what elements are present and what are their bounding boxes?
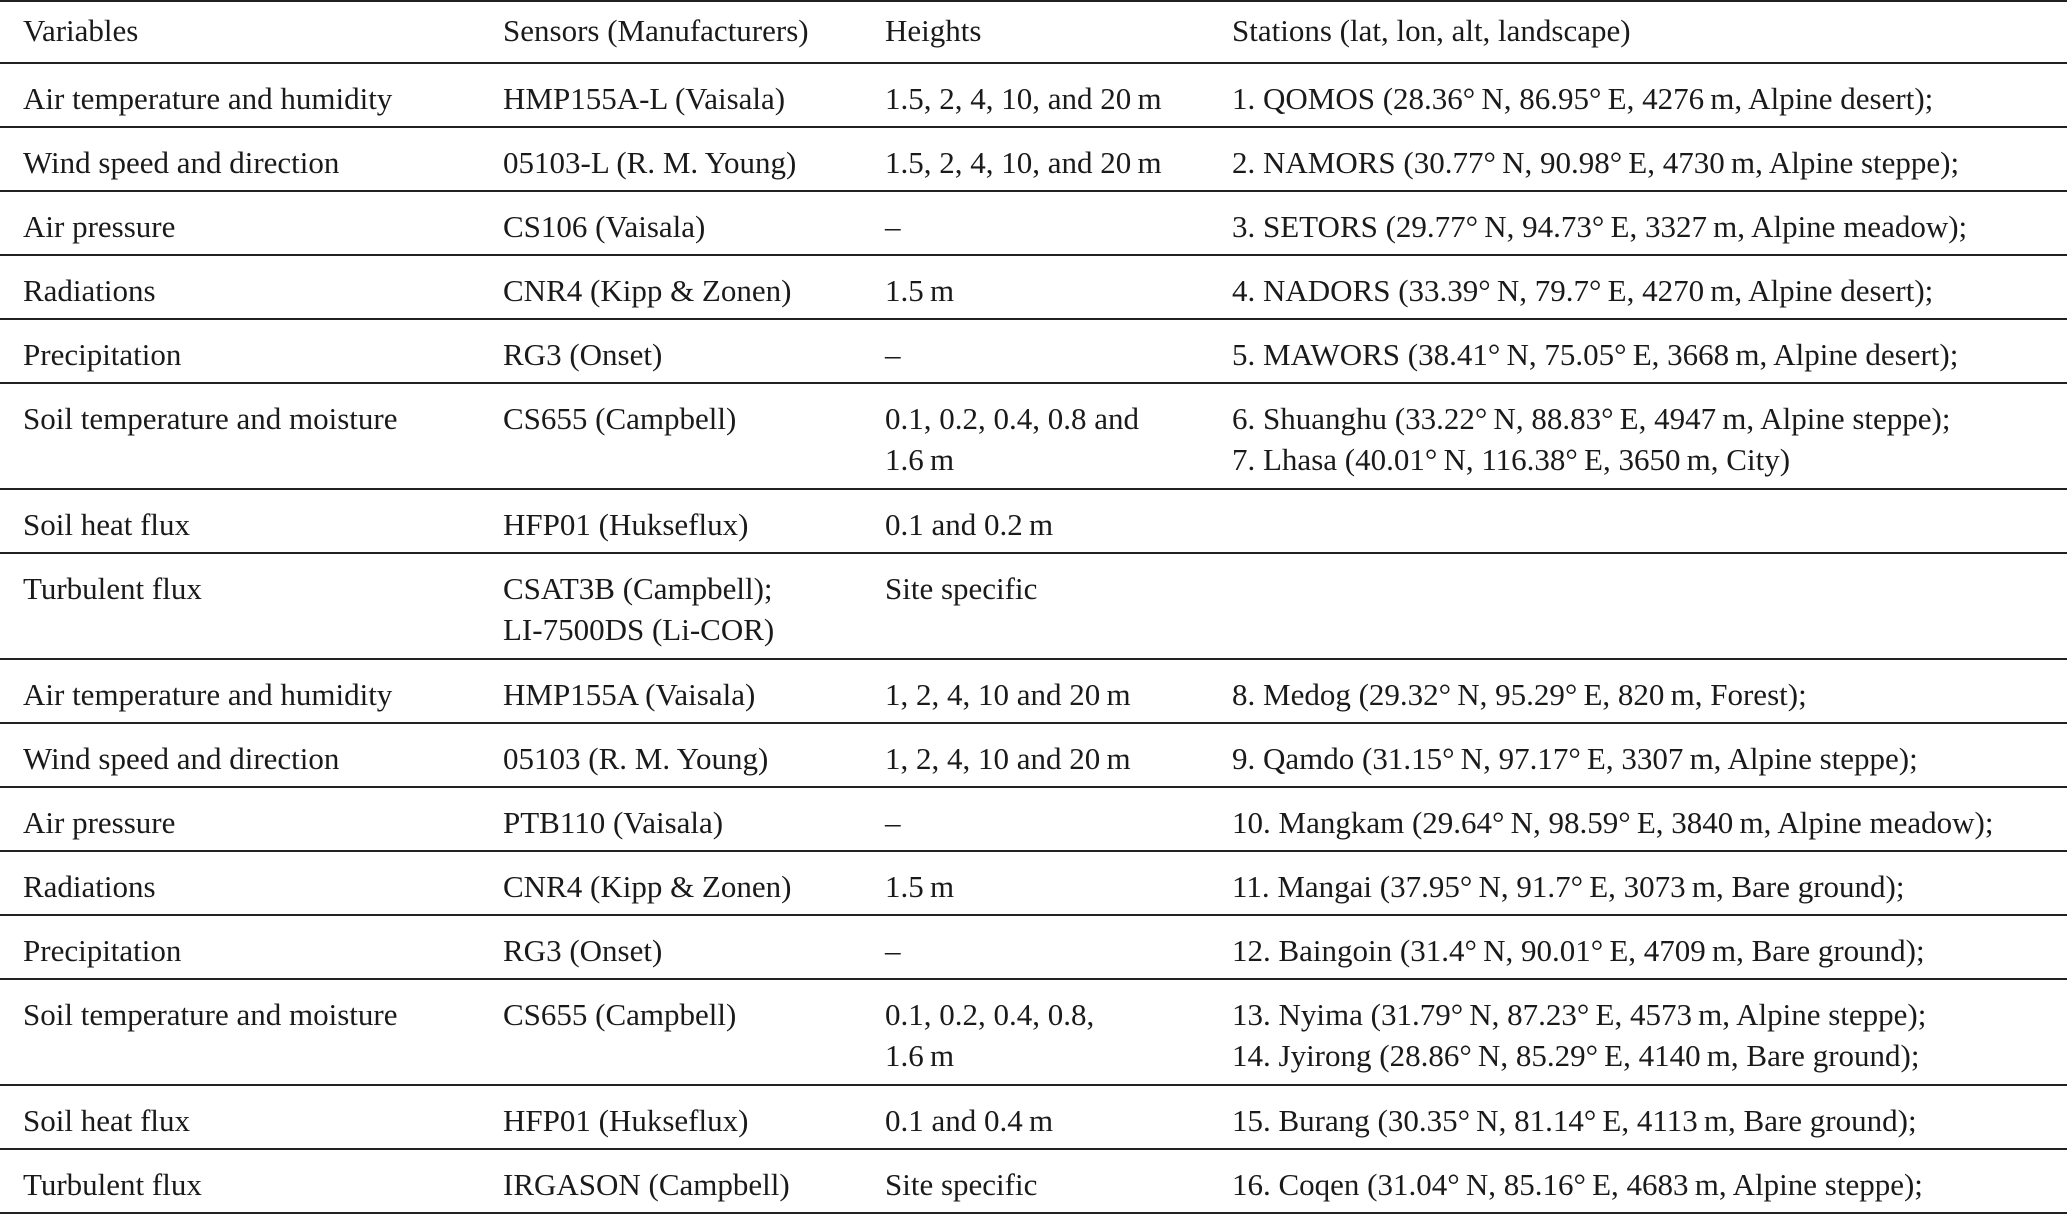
table-row bbox=[0, 255, 2067, 319]
cell-station: 9. Qamdo (31.15° N, 97.17° E, 3307 m, Alpine steppe); bbox=[1232, 741, 1918, 776]
cell-sensor: PTB110 (Vaisala) bbox=[503, 805, 724, 840]
cell-height: 1.5, 2, 4, 10, and 20 m bbox=[885, 145, 1162, 180]
cell-height bbox=[862, 979, 1209, 1085]
cell-variable: Turbulent flux bbox=[23, 1167, 202, 1202]
cell-height: 1.5 m bbox=[885, 273, 955, 308]
cell-height: 1.5 m bbox=[885, 869, 955, 904]
cell-variable: Air pressure bbox=[23, 805, 176, 840]
cell-station bbox=[1209, 383, 2067, 489]
table-row bbox=[0, 787, 2067, 851]
cell-station: 2. NAMORS (30.77° N, 90.98° E, 4730 m, Alpine steppe); bbox=[1232, 145, 1960, 180]
cell-sensor: HMP155A (Vaisala) bbox=[503, 677, 756, 712]
cell-station bbox=[1209, 489, 2067, 553]
cell-station: 15. Burang (30.35° N, 81.14° E, 4113 m, Bare ground); bbox=[1232, 1103, 1917, 1138]
cell-sensor: CS106 (Vaisala) bbox=[503, 209, 706, 244]
cell-station: 8. Medog (29.32° N, 95.29° E, 820 m, Forest); bbox=[1232, 677, 1807, 712]
table-row bbox=[0, 979, 2067, 1085]
cell-sensor: CNR4 (Kipp & Zonen) bbox=[503, 273, 792, 308]
table-row bbox=[0, 383, 2067, 489]
cell-variable: Soil temperature and moisture bbox=[23, 997, 398, 1032]
cell-station: 11. Mangai (37.95° N, 91.7° E, 3073 m, Bare ground); bbox=[1232, 869, 1905, 904]
cell-station: 5. MAWORS (38.41° N, 75.05° E, 3668 m, Alpine desert); bbox=[1232, 337, 1959, 372]
cell-height: 1, 2, 4, 10 and 20 m bbox=[885, 741, 1131, 776]
header-heights: Heights bbox=[885, 13, 982, 48]
cell-station: 1. QOMOS (28.36° N, 86.95° E, 4276 m, Alpine desert); bbox=[1232, 81, 1934, 116]
cell-variable: Wind speed and direction bbox=[23, 145, 340, 180]
cell-height-line: 1.6 m bbox=[885, 442, 955, 477]
table-row bbox=[0, 191, 2067, 255]
cell-sensor-line: LI-7500DS (Li-COR) bbox=[503, 612, 775, 647]
table-row bbox=[0, 553, 2067, 659]
cell-sensor-line: CSAT3B (Campbell); bbox=[503, 571, 773, 606]
cell-height-line: 0.1, 0.2, 0.4, 0.8, bbox=[885, 997, 1095, 1032]
table-row bbox=[0, 319, 2067, 383]
cell-sensor: RG3 (Onset) bbox=[503, 933, 663, 968]
cell-variable: Precipitation bbox=[23, 337, 182, 372]
table-row bbox=[0, 1085, 2067, 1149]
cell-station-line: 7. Lhasa (40.01° N, 116.38° E, 3650 m, City) bbox=[1232, 442, 1791, 477]
cell-sensor: HFP01 (Hukseflux) bbox=[503, 1103, 749, 1138]
table-header-row bbox=[0, 1, 2067, 63]
table-row bbox=[0, 127, 2067, 191]
table-row bbox=[0, 489, 2067, 553]
cell-height-line: 1.6 m bbox=[885, 1038, 955, 1073]
cell-sensor bbox=[480, 553, 862, 659]
cell-variable: Air temperature and humidity bbox=[23, 81, 393, 116]
cell-variable: Wind speed and direction bbox=[23, 741, 340, 776]
cell-station: 16. Coqen (31.04° N, 85.16° E, 4683 m, Alpine steppe); bbox=[1232, 1167, 1923, 1202]
header-sensors: Sensors (Manufacturers) bbox=[503, 13, 809, 48]
cell-height: – bbox=[885, 933, 901, 968]
cell-variable: Air pressure bbox=[23, 209, 176, 244]
cell-height: 1, 2, 4, 10 and 20 m bbox=[885, 677, 1131, 712]
cell-variable: Soil heat flux bbox=[23, 1103, 191, 1138]
header-stations: Stations (lat, lon, alt, landscape) bbox=[1232, 13, 1631, 48]
header-variables: Variables bbox=[23, 13, 139, 48]
cell-sensor: HMP155A-L (Vaisala) bbox=[503, 81, 786, 116]
cell-height: – bbox=[885, 209, 901, 244]
cell-variable: Radiations bbox=[23, 273, 156, 308]
cell-station: 10. Mangkam (29.64° N, 98.59° E, 3840 m, Alpine meadow); bbox=[1232, 805, 1994, 840]
cell-station-line: 14. Jyirong (28.86° N, 85.29° E, 4140 m, Bare ground); bbox=[1232, 1038, 1920, 1073]
cell-sensor: 05103-L (R. M. Young) bbox=[503, 145, 797, 180]
cell-variable: Radiations bbox=[23, 869, 156, 904]
cell-height: 0.1 and 0.2 m bbox=[885, 507, 1054, 542]
cell-sensor: CNR4 (Kipp & Zonen) bbox=[503, 869, 792, 904]
table-row bbox=[0, 1149, 2067, 1213]
cell-station bbox=[1209, 553, 2067, 659]
cell-sensor: CS655 (Campbell) bbox=[503, 401, 737, 436]
cell-station: 3. SETORS (29.77° N, 94.73° E, 3327 m, Alpine meadow); bbox=[1232, 209, 1968, 244]
cell-height-line: 0.1, 0.2, 0.4, 0.8 and bbox=[885, 401, 1140, 436]
cell-height: 0.1 and 0.4 m bbox=[885, 1103, 1054, 1138]
cell-station: 4. NADORS (33.39° N, 79.7° E, 4270 m, Alpine desert); bbox=[1232, 273, 1934, 308]
table-row bbox=[0, 915, 2067, 979]
cell-station-line: 6. Shuanghu (33.22° N, 88.83° E, 4947 m, Alpine steppe); bbox=[1232, 401, 1951, 436]
cell-height: – bbox=[885, 337, 901, 372]
cell-variable: Turbulent flux bbox=[23, 571, 202, 606]
cell-station: 12. Baingoin (31.4° N, 90.01° E, 4709 m, Bare ground); bbox=[1232, 933, 1925, 968]
table-row bbox=[0, 63, 2067, 127]
table-row bbox=[0, 659, 2067, 723]
cell-sensor: 05103 (R. M. Young) bbox=[503, 741, 769, 776]
cell-variable: Air temperature and humidity bbox=[23, 677, 393, 712]
cell-height: – bbox=[885, 805, 901, 840]
cell-sensor: RG3 (Onset) bbox=[503, 337, 663, 372]
cell-variable: Precipitation bbox=[23, 933, 182, 968]
cell-variable: Soil temperature and moisture bbox=[23, 401, 398, 436]
cell-sensor: HFP01 (Hukseflux) bbox=[503, 507, 749, 542]
cell-station bbox=[1209, 979, 2067, 1085]
cell-station-line: 13. Nyima (31.79° N, 87.23° E, 4573 m, Alpine steppe); bbox=[1232, 997, 1927, 1032]
cell-height bbox=[862, 383, 1209, 489]
cell-variable: Soil heat flux bbox=[23, 507, 191, 542]
table-row bbox=[0, 723, 2067, 787]
table-row bbox=[0, 851, 2067, 915]
cell-sensor: CS655 (Campbell) bbox=[503, 997, 737, 1032]
cell-height: Site specific bbox=[885, 1167, 1038, 1202]
cell-sensor: IRGASON (Campbell) bbox=[503, 1167, 790, 1202]
cell-height: Site specific bbox=[885, 571, 1038, 606]
cell-height: 1.5, 2, 4, 10, and 20 m bbox=[885, 81, 1162, 116]
